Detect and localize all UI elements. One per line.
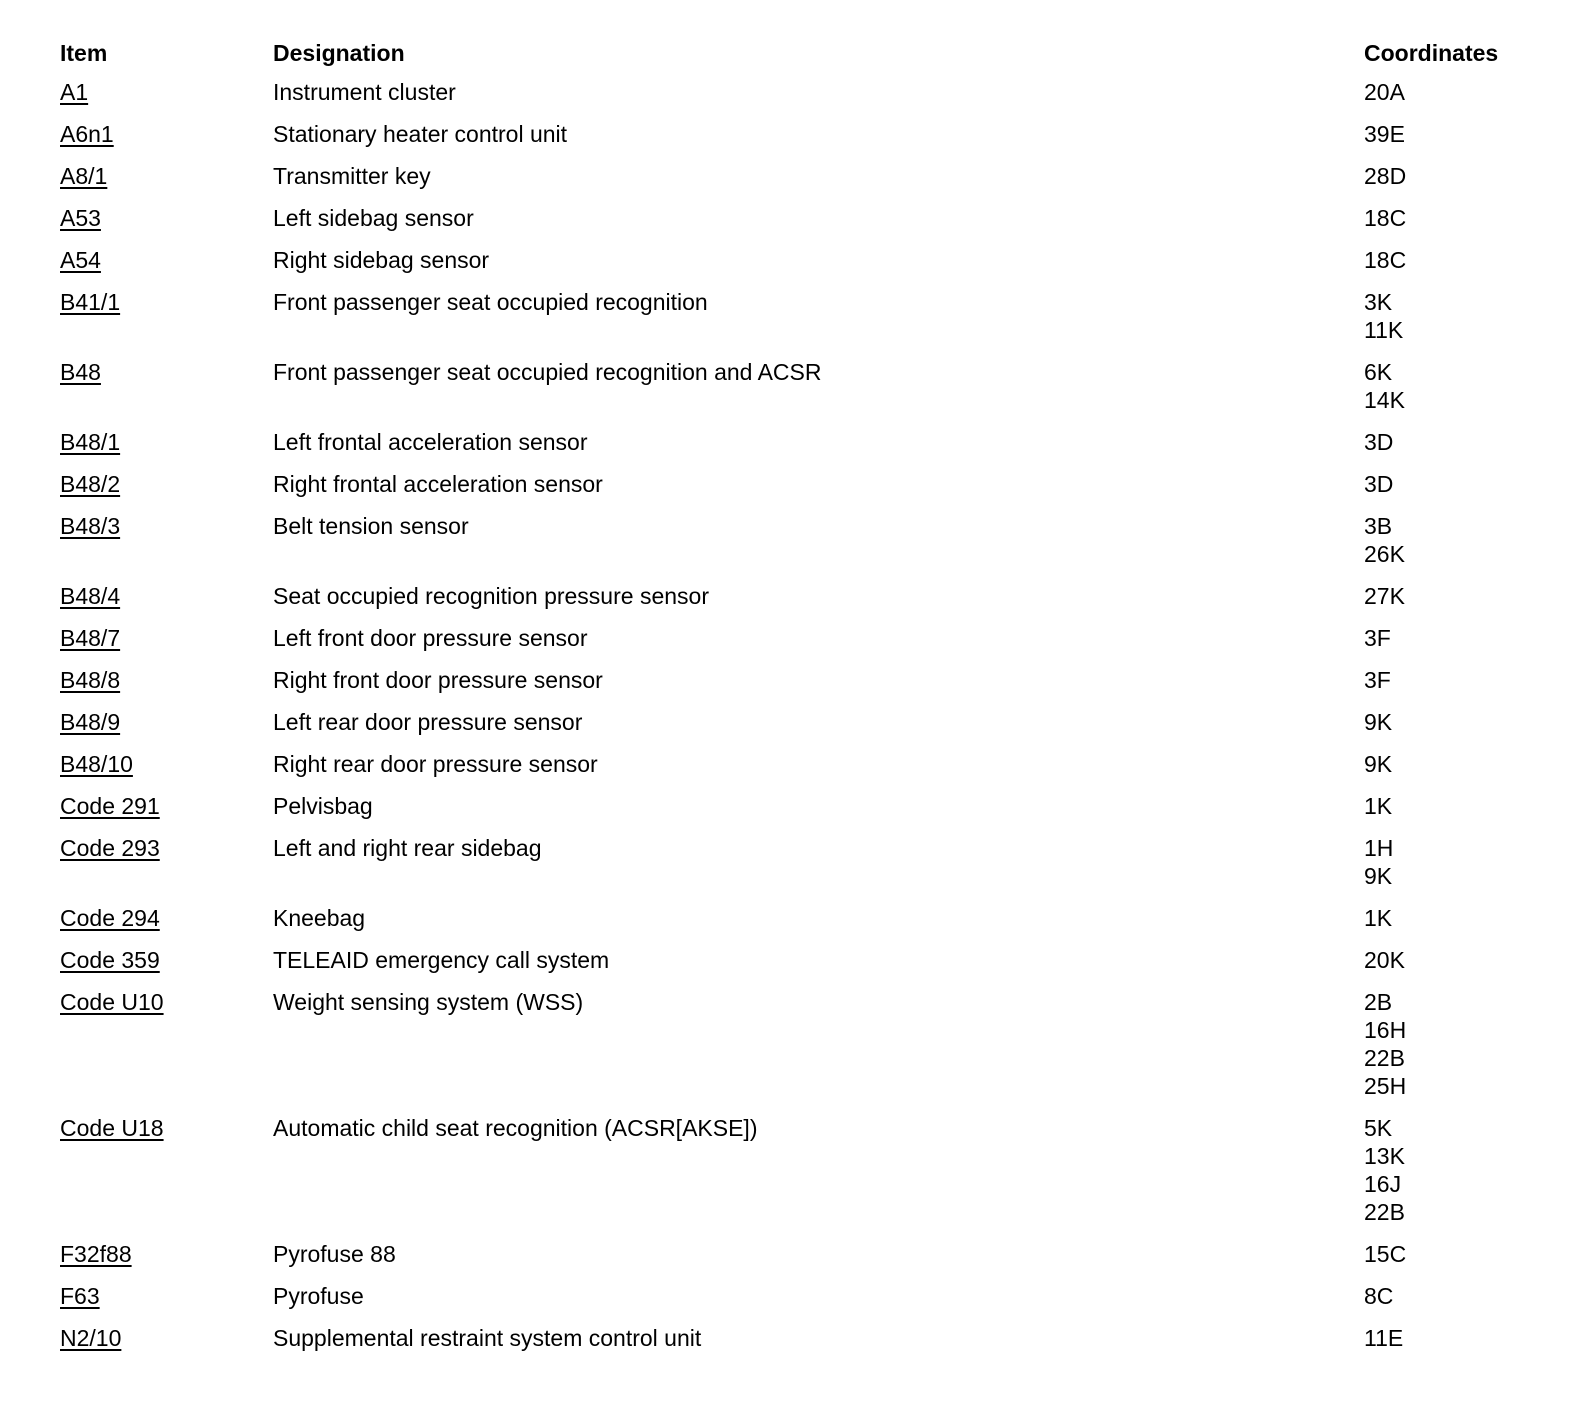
- coordinate-value: 3F: [1364, 625, 1391, 651]
- table-row: [60, 1240, 1560, 1282]
- table-row: [60, 988, 1560, 1114]
- designation-cell: Pyrofuse: [273, 1283, 364, 1309]
- item-link[interactable]: B48/2: [60, 471, 121, 497]
- component-legend-table: [60, 36, 1560, 1366]
- item-link[interactable]: B48/3: [60, 513, 121, 539]
- coordinate-value: 1K: [1364, 905, 1393, 931]
- coordinate-value: 3D: [1364, 429, 1394, 455]
- table-row: [60, 946, 1560, 988]
- item-cell: [60, 946, 273, 988]
- coordinates-cell: [1364, 246, 1560, 288]
- coordinates-cell: [1364, 708, 1560, 750]
- coordinate-value: 39E: [1364, 121, 1405, 147]
- designation-cell: Front passenger seat occupied recognition: [273, 289, 708, 315]
- coordinate-value: 9K: [1364, 709, 1393, 735]
- designation-cell: TELEAID emergency call system: [273, 947, 610, 973]
- coordinates-cell: [1364, 624, 1560, 666]
- designation-cell: Stationary heater control unit: [273, 121, 568, 147]
- item-cell: [60, 834, 273, 904]
- item-cell: [60, 988, 273, 1114]
- designation-cell: Transmitter key: [273, 163, 431, 189]
- item-cell: [60, 1114, 273, 1240]
- item-cell: [60, 1240, 273, 1282]
- item-cell: [60, 512, 273, 582]
- item-cell: [60, 288, 273, 358]
- item-cell: [60, 792, 273, 834]
- coordinate-value: 20A: [1364, 79, 1405, 105]
- designation-cell: Left rear door pressure sensor: [273, 709, 583, 735]
- coordinates-cell: [1364, 1324, 1560, 1366]
- coordinates-cell: [1364, 1282, 1560, 1324]
- designation-cell: Left and right rear sidebag: [273, 835, 542, 861]
- coordinate-value: 26K: [1364, 541, 1405, 567]
- item-cell: [60, 582, 273, 624]
- coordinate-value: 28D: [1364, 163, 1407, 189]
- coordinate-value: 9K: [1364, 751, 1393, 777]
- table-row: [60, 512, 1560, 582]
- item-link[interactable]: Code 294: [60, 905, 160, 931]
- designation-cell: Right front door pressure sensor: [273, 667, 603, 693]
- coordinates-cell: [1364, 120, 1560, 162]
- item-cell: [60, 708, 273, 750]
- table-row: [60, 470, 1560, 512]
- table-row: [60, 1324, 1560, 1366]
- coordinates-cell: [1364, 288, 1560, 358]
- coordinate-value: 3K: [1364, 289, 1393, 315]
- item-link[interactable]: A53: [60, 205, 101, 231]
- designation-cell: Right frontal acceleration sensor: [273, 471, 603, 497]
- item-cell: [60, 624, 273, 666]
- table-row: [60, 428, 1560, 470]
- item-link[interactable]: A1: [60, 79, 89, 105]
- coordinate-value: 25H: [1364, 1073, 1407, 1099]
- item-cell: [60, 1282, 273, 1324]
- coordinates-cell: [1364, 204, 1560, 246]
- item-link[interactable]: B48/10: [60, 751, 133, 777]
- item-cell: [60, 470, 273, 512]
- designation-cell: Pyrofuse 88: [273, 1241, 396, 1267]
- designation-cell: Pelvisbag: [273, 793, 373, 819]
- designation-cell: Weight sensing system (WSS): [273, 989, 584, 1015]
- coordinates-cell: [1364, 988, 1560, 1114]
- item-link[interactable]: Code U18: [60, 1115, 164, 1141]
- item-cell: [60, 428, 273, 470]
- coordinate-value: 16J: [1364, 1171, 1402, 1197]
- table-row: [60, 246, 1560, 288]
- coordinates-cell: [1364, 470, 1560, 512]
- designation-cell: Right rear door pressure sensor: [273, 751, 598, 777]
- item-link[interactable]: Code 291: [60, 793, 160, 819]
- coordinate-value: 15C: [1364, 1241, 1407, 1267]
- table-row: [60, 204, 1560, 246]
- designation-cell: Automatic child seat recognition (ACSR[AKSE]): [273, 1115, 758, 1141]
- designation-cell: Instrument cluster: [273, 79, 456, 105]
- designation-cell: Kneebag: [273, 905, 366, 931]
- coordinate-value: 11K: [1364, 317, 1404, 343]
- coordinate-value: 18C: [1364, 247, 1407, 273]
- coordinate-value: 18C: [1364, 205, 1407, 231]
- coordinate-value: 1K: [1364, 793, 1393, 819]
- item-link[interactable]: Code 293: [60, 835, 160, 861]
- designation-cell: Left sidebag sensor: [273, 205, 474, 231]
- table-row: [60, 666, 1560, 708]
- item-cell: [60, 246, 273, 288]
- table-row: [60, 1282, 1560, 1324]
- designation-cell: Right sidebag sensor: [273, 247, 490, 273]
- table-row: [60, 834, 1560, 904]
- item-link[interactable]: B48: [60, 359, 101, 385]
- table-row: [60, 78, 1560, 120]
- coordinate-value: 3F: [1364, 667, 1391, 693]
- coordinate-value: 1H: [1364, 835, 1394, 861]
- item-cell: [60, 1324, 273, 1366]
- coordinate-value: 11E: [1364, 1325, 1404, 1351]
- item-cell: [60, 666, 273, 708]
- table-row: [60, 358, 1560, 428]
- coordinates-cell: [1364, 792, 1560, 834]
- item-link[interactable]: B41/1: [60, 289, 121, 315]
- item-cell: [60, 358, 273, 428]
- coordinate-value: 6K: [1364, 359, 1393, 385]
- coordinates-cell: [1364, 358, 1560, 428]
- table-row: [60, 162, 1560, 204]
- item-link[interactable]: A54: [60, 247, 101, 273]
- coordinates-cell: [1364, 78, 1560, 120]
- coordinates-cell: [1364, 666, 1560, 708]
- coordinates-cell: [1364, 512, 1560, 582]
- designation-cell: Seat occupied recognition pressure sensor: [273, 583, 709, 609]
- coordinate-value: 5K: [1364, 1115, 1393, 1141]
- item-link[interactable]: B48/4: [60, 583, 121, 609]
- table-row: [60, 288, 1560, 358]
- coordinates-cell: [1364, 750, 1560, 792]
- coordinate-value: 16H: [1364, 1017, 1407, 1043]
- coordinates-cell: [1364, 834, 1560, 904]
- coordinate-value: 14K: [1364, 387, 1405, 413]
- item-cell: [60, 162, 273, 204]
- coordinate-value: 3D: [1364, 471, 1394, 497]
- table-body: [60, 78, 1560, 1366]
- item-link[interactable]: Code U10: [60, 989, 164, 1015]
- coordinates-cell: [1364, 428, 1560, 470]
- table-row: [60, 582, 1560, 624]
- header-coordinates: Coordinates: [1364, 40, 1499, 66]
- item-link[interactable]: A6n1: [60, 121, 114, 147]
- item-link[interactable]: A8/1: [60, 163, 108, 189]
- item-link[interactable]: B48/8: [60, 667, 121, 693]
- coordinate-value: 3B: [1364, 513, 1393, 539]
- coordinates-cell: [1364, 904, 1560, 946]
- coordinate-value: 22B: [1364, 1199, 1405, 1225]
- table-row: [60, 1114, 1560, 1240]
- item-link[interactable]: F63: [60, 1283, 100, 1309]
- coordinates-cell: [1364, 946, 1560, 988]
- item-link[interactable]: B48/1: [60, 429, 121, 455]
- item-link[interactable]: B48/9: [60, 709, 121, 735]
- item-link[interactable]: B48/7: [60, 625, 121, 651]
- coordinate-value: 20K: [1364, 947, 1405, 973]
- item-cell: [60, 204, 273, 246]
- designation-cell: Belt tension sensor: [273, 513, 469, 539]
- table-row: [60, 904, 1560, 946]
- coordinate-value: 2B: [1364, 989, 1393, 1015]
- designation-cell: Left front door pressure sensor: [273, 625, 588, 651]
- item-cell: [60, 750, 273, 792]
- item-cell: [60, 904, 273, 946]
- designation-cell: Left frontal acceleration sensor: [273, 429, 588, 455]
- coordinate-value: 13K: [1364, 1143, 1405, 1169]
- table-row: [60, 624, 1560, 666]
- item-link[interactable]: Code 359: [60, 947, 160, 973]
- designation-cell: Front passenger seat occupied recognition and ACSR: [273, 359, 822, 385]
- header-designation: Designation: [273, 40, 405, 66]
- header-item: Item: [60, 40, 108, 66]
- item-link[interactable]: F32f88: [60, 1241, 132, 1267]
- coordinates-cell: [1364, 162, 1560, 204]
- table-row: [60, 708, 1560, 750]
- table-row: [60, 120, 1560, 162]
- coordinate-value: 22B: [1364, 1045, 1405, 1071]
- item-cell: [60, 78, 273, 120]
- coordinate-value: 27K: [1364, 583, 1405, 609]
- table-header-row: [60, 36, 1560, 78]
- table-row: [60, 750, 1560, 792]
- item-link[interactable]: N2/10: [60, 1325, 122, 1351]
- coordinates-cell: [1364, 582, 1560, 624]
- coordinate-value: 9K: [1364, 863, 1393, 889]
- designation-cell: Supplemental restraint system control unit: [273, 1325, 702, 1351]
- coordinate-value: 8C: [1364, 1283, 1394, 1309]
- item-cell: [60, 120, 273, 162]
- table-row: [60, 792, 1560, 834]
- coordinates-cell: [1364, 1114, 1560, 1240]
- coordinates-cell: [1364, 1240, 1560, 1282]
